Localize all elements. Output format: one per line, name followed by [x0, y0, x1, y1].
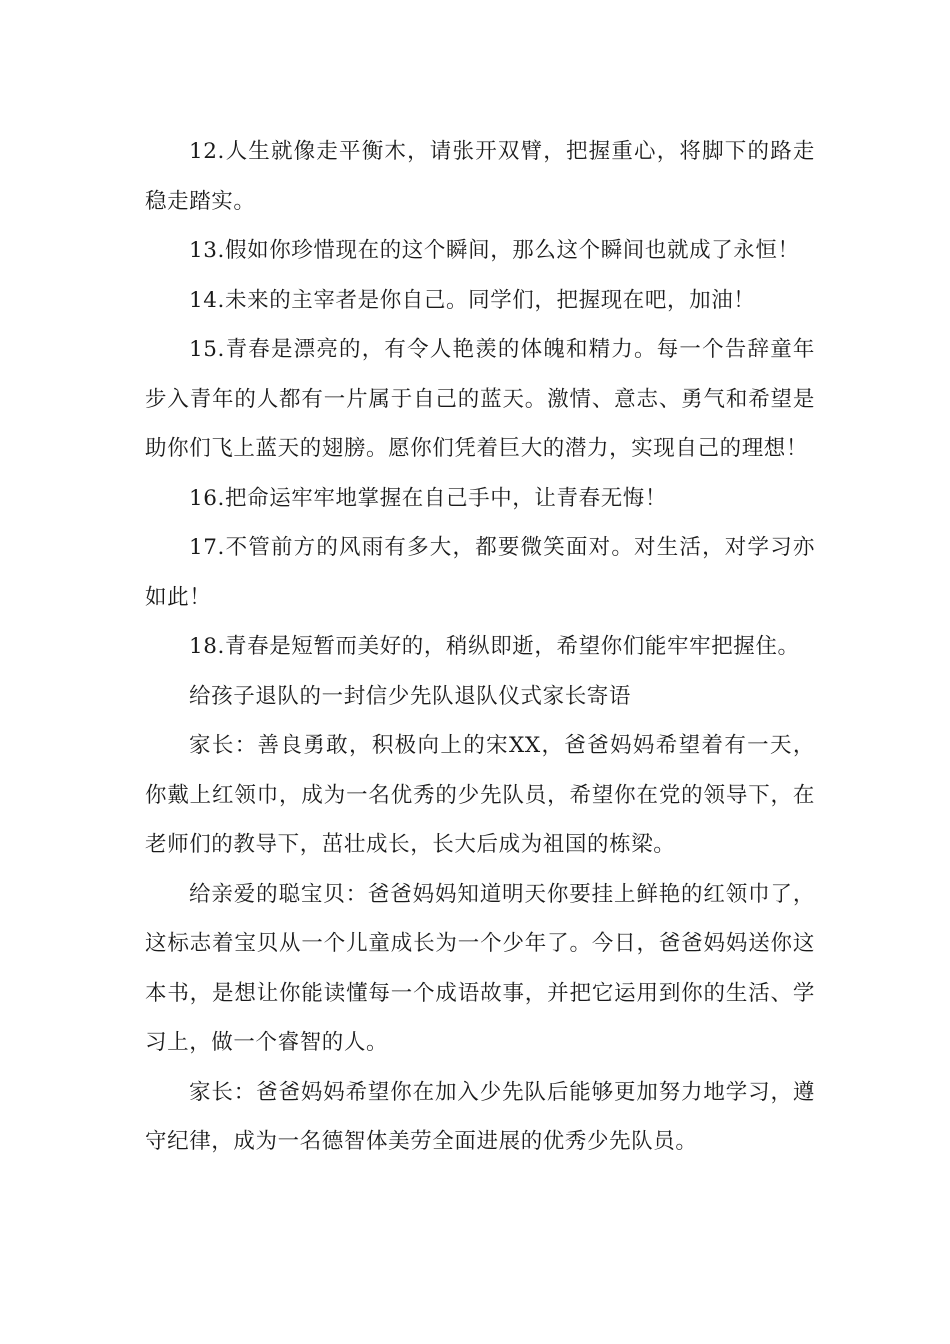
paragraph-13: 13.假如你珍惜现在的这个瞬间，那么这个瞬间也就成了永恒！ — [189, 238, 800, 263]
document-body — [145, 127, 815, 1167]
paragraph-18: 18.青春是短暂而美好的，稍纵即逝，希望你们能牢牢把握住。 — [189, 634, 800, 659]
paragraph-17: 17.不管前方的风雨有多大，都要微笑面对。对生活，对学习亦如此！ — [145, 535, 815, 610]
paragraph-12: 12.人生就像走平衡木，请张开双臂，把握重心，将脚下的路走稳走踏实。 — [145, 139, 815, 214]
section-heading: 给孩子退队的一封信少先队退队仪式家长寄语 — [189, 683, 632, 709]
paragraph-15: 15.青春是漂亮的，有令人艳羡的体魄和精力。每一个告辞童年步入青年的人都有一片属于自己的蓝天。激情、意志、勇气和希望是助你们飞上蓝天的翅膀。愿你们凭着巨大的潜力，实现自己的理想！ — [145, 337, 815, 461]
parent-message-2: 给亲爱的聪宝贝：爸爸妈妈知道明天你要挂上鲜艳的红领巾了，这标志着宝贝从一个儿童成长为一个少年了。今日，爸爸妈妈送你这本书，是想让你能读懂每一个成语故事，并把它运用到你的生活、学习上，做一个睿智的人。 — [145, 881, 815, 1055]
paragraph-16: 16.把命运牢牢地掌握在自己手中，让青春无悔！ — [189, 485, 667, 511]
paragraph-14: 14.未来的主宰者是你自己。同学们，把握现在吧，加油！ — [189, 287, 756, 313]
parent-message-3: 家长：爸爸妈妈希望你在加入少先队后能够更加努力地学习，遵守纪律，成为一名德智体美劳全面进展的优秀少先队员。 — [145, 1079, 815, 1154]
parent-message-1: 家长：善良勇敢，积极向上的宋XX，爸爸妈妈希望着有一天，你戴上红领巾，成为一名优秀的少先队员，希望你在党的领导下，在老师们的教导下，茁壮成长，长大后成为祖国的栋梁。 — [145, 733, 815, 857]
